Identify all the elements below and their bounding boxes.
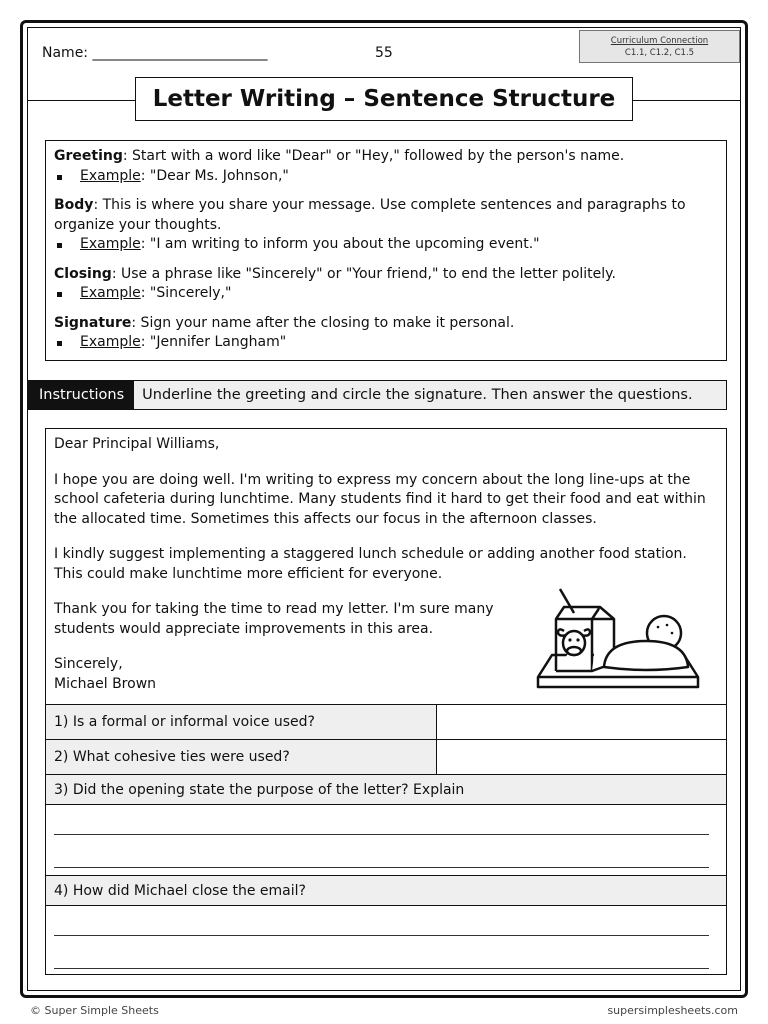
question-row-4 [46, 875, 726, 905]
instructions-label: Instructions [29, 381, 134, 409]
greeting-section [54, 147, 718, 186]
answer-line [54, 935, 709, 936]
greeting-example: : "Dear Ms. Johnson," [140, 167, 289, 184]
question-3: 3) Did the opening state the purpose of the letter? Explain [46, 775, 726, 804]
curriculum-title: Curriculum Connection [610, 36, 709, 46]
example-label: Example [80, 285, 141, 301]
body-example: : "I am writing to inform you about the upcoming event." [140, 236, 540, 252]
question-row-1 [46, 704, 726, 739]
question-2: 2) What cohesive ties were used? [46, 740, 436, 774]
page-number: 55 [375, 45, 393, 61]
curriculum-connection-box [579, 30, 740, 63]
footer-website-link[interactable]: supersimplesheets.com [607, 1004, 738, 1017]
signature-example: : "Jennifer Langham" [140, 334, 287, 350]
letter-signature[interactable]: Michael Brown [54, 675, 157, 692]
answer-line [54, 968, 709, 969]
instructions-text: Underline the greeting and circle the signature. Then answer the questions. [142, 387, 693, 403]
greeting-term: Greeting [54, 148, 123, 164]
letter-paragraph-1: I hope you are doing well. I'm writing to express my concern about the long line-ups at the school cafeteria during lunchtime. Many students find it hard to get their food and eat within the allocated time. Sometimes this affects our focus in the afternoon classes. [54, 471, 706, 527]
example-label: Example [80, 334, 141, 350]
question-4: 4) How did Michael close the email? [46, 876, 726, 905]
curriculum-codes: C1.1, C1.2, C1.5 [624, 48, 695, 58]
answer-line [54, 867, 709, 868]
body-section [54, 196, 718, 255]
closing-term: Closing [54, 265, 112, 282]
instructions-bar [28, 380, 727, 410]
body-description: : This is where you share your message. Use complete sentences and paragraphs to organize your thoughts. [54, 197, 686, 233]
signature-section [54, 314, 718, 353]
question-row-3 [46, 774, 726, 804]
signature-term: Signature [54, 314, 132, 331]
example-label: Example [80, 167, 141, 184]
answer-field-2[interactable] [437, 740, 726, 774]
question-1: 1) Is a formal or informal voice used? [46, 705, 436, 739]
answer-field-1[interactable] [437, 705, 726, 739]
closing-section [54, 265, 718, 304]
body-term: Body [54, 197, 94, 213]
greeting-description: : Start with a word like "Dear" or "Hey," followed by the person's name. [122, 148, 625, 164]
letter-paragraph-3: Thank you for taking the time to read my letter. I'm sure many students would appreciate improvements in this area. [54, 601, 494, 637]
closing-example: : "Sincerely," [140, 285, 232, 301]
signature-description: : Sign your name after the closing to make it personal. [131, 314, 515, 331]
answer-area-3[interactable] [46, 804, 726, 875]
letter-parts-info-box [45, 140, 727, 361]
name-field[interactable]: Name: _________________________ [42, 45, 268, 61]
worksheet-title: Letter Writing – Sentence Structure [135, 77, 633, 121]
letter-paragraph-2: I kindly suggest implementing a staggered lunch schedule or adding another food station. This could make lunchtime more efficient for everyone. [54, 546, 687, 582]
answer-line [54, 834, 709, 835]
example-label: Example [80, 236, 141, 252]
letter-closing: Sincerely, [54, 656, 123, 672]
lunch-tray-illustration [534, 585, 702, 695]
footer-copyright: © Super Simple Sheets [30, 1004, 159, 1017]
answer-area-4[interactable] [46, 905, 726, 974]
letter-and-questions-box [45, 428, 727, 975]
letter-salutation[interactable]: Dear Principal Williams, [54, 436, 220, 452]
question-row-2 [46, 739, 726, 774]
closing-description: : Use a phrase like "Sincerely" or "Your friend," to end the letter politely. [111, 265, 616, 282]
